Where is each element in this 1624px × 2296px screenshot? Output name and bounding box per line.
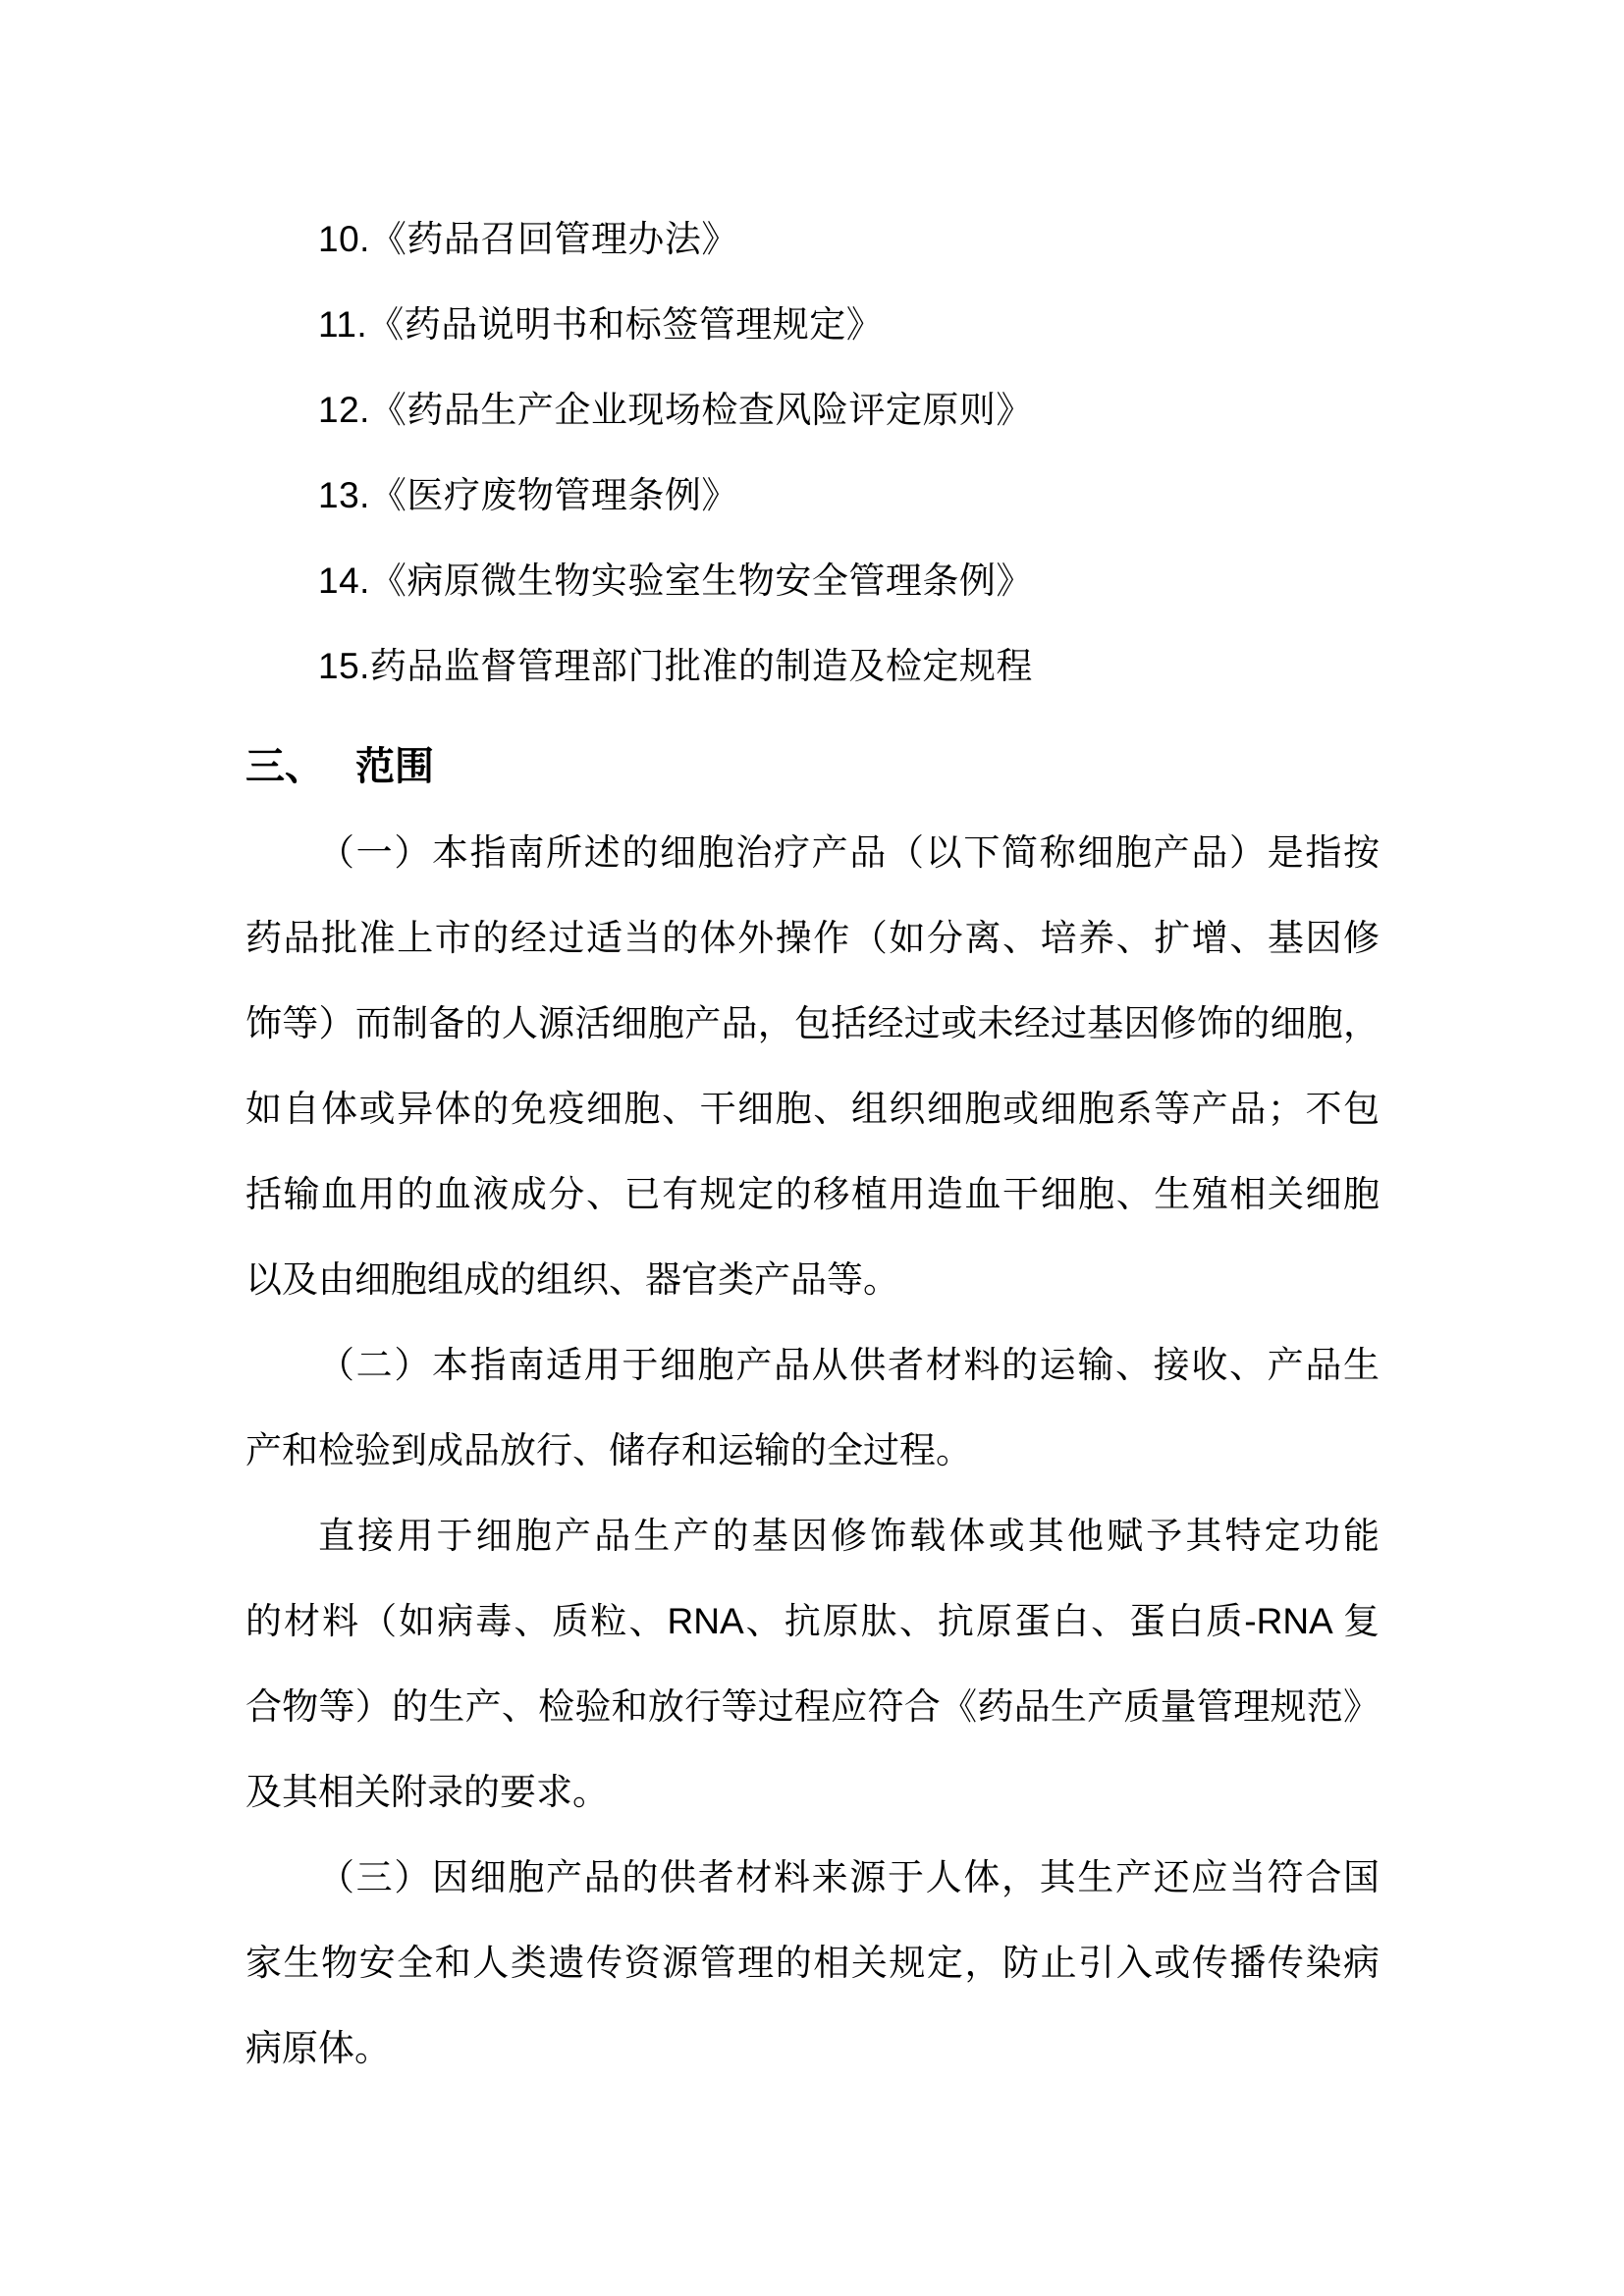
list-item-15: 15.药品监督管理部门批准的制造及检定规程 [318,646,1033,686]
list-item-14: 14.《病原微生物实验室生物安全管理条例》 [318,561,1033,601]
section-heading-numeral: 三、 [245,745,324,788]
paragraph-line: （二）本指南适用于细胞产品从供者材料的运输、接收、产品生 [318,1345,1380,1385]
reference-list [245,196,1380,709]
paragraph-line: 药品批准上市的经过适当的体外操作（如分离、培养、扩增、基因修 [245,918,1380,958]
list-item-13: 13.《医疗废物管理条例》 [318,475,738,515]
paragraph-line: 的材料（如病毒、质粒、RNA、抗原肽、抗原蛋白、蛋白质-RNA 复 [245,1601,1380,1641]
paragraph-line: 直接用于细胞产品生产的基因修饰载体或其他赋予其特定功能 [318,1516,1380,1556]
paragraph-line: 括输血用的血液成分、已有规定的移植用造血干细胞、生殖相关细胞 [245,1174,1380,1214]
section-heading-title: 范围 [355,745,434,788]
paragraph-line: 如自体或异体的免疫细胞、干细胞、组织细胞或细胞系等产品；不包 [245,1089,1380,1129]
list-item-10: 10.《药品召回管理办法》 [318,219,738,259]
paragraph-line: 家生物安全和人类遗传资源管理的相关规定，防止引入或传播传染病 [245,1943,1380,1983]
section-heading [245,724,1380,810]
paragraph-1 [245,810,1380,1322]
paragraph-2 [245,1322,1380,1493]
paragraph-line: （一）本指南所述的细胞治疗产品（以下简称细胞产品）是指按 [318,832,1380,873]
document-content [245,196,1380,2091]
paragraph-line: 合物等）的生产、检验和放行等过程应符合《药品生产质量管理规范》 [245,1686,1380,1727]
paragraph-3 [245,1493,1380,1835]
paragraph-line: 产和检验到成品放行、储存和运输的全过程。 [245,1430,972,1470]
paragraph-line: 病原体。 [245,2028,391,2068]
paragraph-line: （三）因细胞产品的供者材料来源于人体，其生产还应当符合国 [318,1857,1380,1897]
paragraph-line: 及其相关附录的要求。 [245,1772,609,1812]
paragraph-line: 以及由细胞组成的组织、器官类产品等。 [245,1259,899,1300]
list-item-11: 11.《药品说明书和标签管理规定》 [318,304,884,345]
paragraph-line: 饰等）而制备的人源活细胞产品，包括经过或未经过基因修饰的细胞， [245,1003,1380,1043]
list-item-12: 12.《药品生产企业现场检查风险评定原则》 [318,390,1033,430]
paragraph-4 [245,1835,1380,2091]
